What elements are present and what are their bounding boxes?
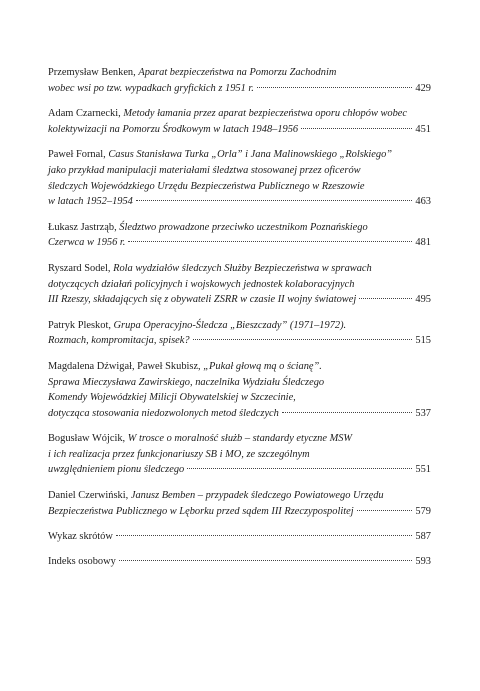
entry-author: Magdalena Dźwigał, Paweł Skubisz, <box>48 360 201 372</box>
entry-title-line: W trosce o moralność służb – standardy etyczne MSW <box>127 433 353 445</box>
toc-entry-text <box>48 333 190 349</box>
entry-author: Bogusław Wójcik, <box>48 433 126 445</box>
toc-entry <box>48 147 431 209</box>
page-number: 579 <box>415 505 431 517</box>
toc-entry-last-line <box>48 235 431 251</box>
dot-leader <box>116 535 413 536</box>
toc-entry-line <box>48 163 431 179</box>
toc-entry-text <box>48 462 185 478</box>
toc-entry-text <box>48 292 357 308</box>
page-number: 551 <box>415 464 431 476</box>
entry-author: Ryszard Sodel, <box>48 262 111 274</box>
entry-title-line: Bezpieczeństwa Publicznego w Lęborku przed sądem III Rzeczypospolitej <box>48 505 354 517</box>
dot-leader <box>282 412 413 413</box>
entry-title-line: i ich realizacja przez funkcjonariuszy SB i MO, ze szczególnym <box>48 448 310 460</box>
toc-entry <box>48 554 431 570</box>
entry-title-line: Aparat bezpieczeństwa na Pomorzu Zachodnim <box>138 67 337 78</box>
toc-entry <box>48 431 431 478</box>
dot-leader <box>187 468 412 469</box>
entry-title-line: Sprawa Mieczysława Zawirskiego, naczelnika Wydziału Śledczego <box>48 376 325 388</box>
toc-entry-line <box>48 447 431 463</box>
entry-title-line: dotycząca stosowania niedozwolonych metod śledczych <box>48 407 279 419</box>
entry-title-line: Janusz Bemben – przypadek śledczego Powiatowego Urzędu <box>130 490 384 502</box>
dot-leader <box>136 200 413 201</box>
toc-entry-line <box>48 318 431 334</box>
entry-title-line: Casus Stanisława Turka „Orla” i Jana Malinowskiego „Rolskiego” <box>108 149 393 161</box>
entry-title-line: „Pukał głową mą o ścianę”. <box>203 360 322 372</box>
toc-entry-last-line <box>48 194 431 210</box>
toc-entry-line <box>48 359 431 375</box>
toc-entry-last-line <box>48 504 431 520</box>
toc-entry-text <box>48 194 133 210</box>
dot-leader <box>128 241 412 242</box>
toc-entry-last-line <box>48 81 431 97</box>
toc-entry-line <box>48 390 431 406</box>
toc-entry-line <box>48 106 431 122</box>
toc-entry-last-line <box>48 462 431 478</box>
entry-title-line: wobec wsi po tzw. wypadkach gryfickich z 1951 r. <box>48 82 254 94</box>
toc-entry <box>48 529 431 545</box>
entry-author: Daniel Czerwiński, <box>48 490 129 502</box>
dot-leader <box>257 87 413 88</box>
toc-entry-line <box>48 261 431 277</box>
entry-title-line: Komendy Wojewódzkiej Milicji Obywatelskiej w Szczecinie, <box>48 392 296 404</box>
toc-entry-text <box>48 122 299 138</box>
page-number: 587 <box>415 531 431 543</box>
entry-author: Patryk Pleskot, <box>48 319 111 331</box>
page-number: 515 <box>415 335 431 347</box>
dot-leader <box>193 339 413 340</box>
entry-title-line: Rozmach, kompromitacja, spisek? <box>48 335 190 347</box>
toc-entry-line <box>48 488 431 504</box>
entry-title-line: III Rzeszy, składających się z obywateli ZSRR w czasie II wojny światowej <box>48 294 357 306</box>
toc-entry-line <box>48 179 431 195</box>
dot-leader <box>359 298 412 299</box>
toc-entry-line <box>48 375 431 391</box>
entry-title: Indeks osobowy <box>48 555 116 567</box>
entry-title-line: Śledztwo prowadzone przeciwko uczestnikom Poznańskiego <box>119 221 368 233</box>
entry-title-line: w latach 1952–1954 <box>48 196 133 208</box>
toc-entry-line <box>48 277 431 293</box>
dot-leader <box>357 510 413 511</box>
entry-author: Przemysław Benken, <box>48 67 136 78</box>
toc-entry-last-line <box>48 122 431 138</box>
page-number: 537 <box>415 407 431 419</box>
dot-leader <box>301 128 412 129</box>
entry-title-line: Grupa Operacyjno-Śledcza „Bieszczady” (1971–1972). <box>113 319 347 331</box>
entry-title-line: Rola wydziałów śledczych Służby Bezpieczeństwa w sprawach <box>113 262 372 274</box>
entry-title-line: kolektywizacji na Pomorzu Środkowym w latach 1948–1956 <box>48 123 299 135</box>
page-number: 495 <box>415 294 431 306</box>
toc-entry-text <box>48 504 354 520</box>
page-number: 593 <box>415 555 431 567</box>
entry-author: Paweł Fornal, <box>48 149 106 161</box>
entry-author: Łukasz Jastrząb, <box>48 221 117 233</box>
toc-entry-text <box>48 81 254 97</box>
entry-title-line: uwzględnieniem pionu śledczego <box>48 464 185 476</box>
toc-entry-last-line <box>48 554 431 570</box>
toc-entry-line <box>48 65 431 81</box>
toc-entry-last-line <box>48 529 431 545</box>
toc-entry-last-line <box>48 406 431 422</box>
page-number: 463 <box>415 196 431 208</box>
toc-entry <box>48 318 431 349</box>
entry-title-line: dotyczących działań policyjnych i wojskowych jednostek kolaboracyjnych <box>48 278 355 290</box>
toc-entry <box>48 106 431 137</box>
entry-title-line: Metody łamania przez aparat bezpieczeństwa oporu chłopów wobec <box>123 108 408 120</box>
toc-entry-last-line <box>48 292 431 308</box>
toc-entry <box>48 488 431 519</box>
page-number: 429 <box>415 82 431 94</box>
page-number: 451 <box>415 123 431 135</box>
entry-author: Adam Czarnecki, <box>48 108 121 120</box>
entry-title: Wykaz skrótów <box>48 531 113 543</box>
toc-entry <box>48 65 431 96</box>
entry-title-line: Czerwca w 1956 r. <box>48 237 126 249</box>
toc-entry-line <box>48 431 431 447</box>
toc-entry <box>48 220 431 251</box>
toc-entry <box>48 359 431 421</box>
entry-title-line: jako przykład manipulacji materiałami śledztwa stosowanej przez oficerów <box>48 164 361 176</box>
toc-entry-line <box>48 220 431 236</box>
entry-title-line: śledczych Wojewódzkiego Urzędu Bezpieczeństwa Publicznego w Rzeszowie <box>48 180 365 192</box>
toc-entry-line <box>48 147 431 163</box>
page-number: 481 <box>415 237 431 249</box>
toc-entry-text <box>48 406 279 422</box>
table-of-contents <box>48 65 431 578</box>
dot-leader <box>119 560 413 561</box>
toc-entry <box>48 261 431 308</box>
toc-entry-last-line <box>48 333 431 349</box>
toc-entry-text <box>48 235 126 251</box>
